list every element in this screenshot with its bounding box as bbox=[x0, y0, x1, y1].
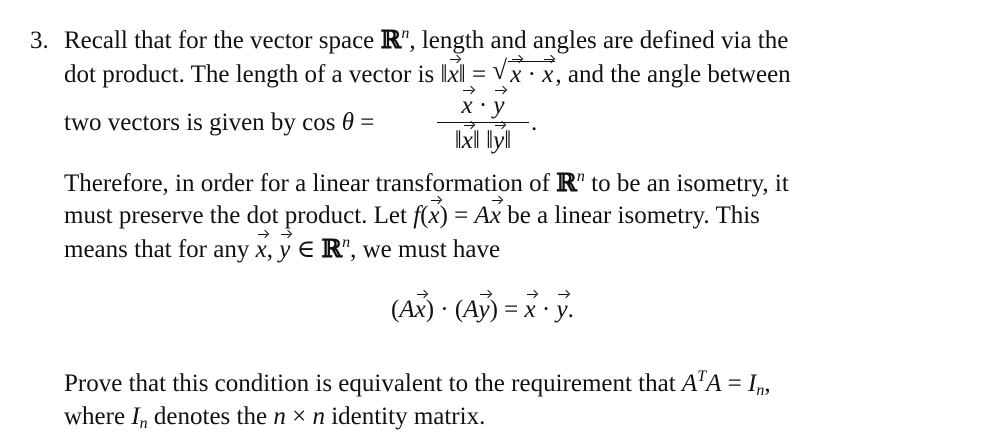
math-n-times-n: n × n bbox=[273, 403, 325, 430]
paragraph1-line2 bbox=[64, 55, 791, 88]
math-Rn-2: ℝ bbox=[556, 168, 577, 197]
paragraph2-line3 bbox=[64, 236, 500, 262]
text-line3a: two vectors is given by cos bbox=[64, 109, 336, 136]
text-p3-line2a: where bbox=[64, 403, 126, 430]
math-ATA-In: $A^TA = I_n$, bbox=[681, 368, 771, 399]
paragraph3-line2 bbox=[64, 403, 486, 432]
text-p2-line1b: to be an isometry, it bbox=[591, 170, 789, 197]
math-length-def: ‖x‖ = √ x · x bbox=[440, 55, 554, 88]
math-theta: θ bbox=[341, 109, 355, 136]
math-Rn: ℝ bbox=[380, 25, 402, 54]
text-p2-line1a: Therefore, in order for a linear transformation of bbox=[64, 170, 550, 197]
period-after-fraction: . bbox=[531, 109, 538, 136]
math-f-def: f(x) = Ax bbox=[413, 202, 501, 229]
text-p2-line2b: be a linear isometry. This bbox=[507, 202, 760, 229]
paragraph2-line1: Therefore, in order for a linear transformation of ℝ$^n$ to be an isometry, it bbox=[64, 168, 789, 197]
math-cos-fraction: x · y ‖x‖ ‖y‖ bbox=[437, 93, 529, 153]
text-line2a: dot product. The length of a vector is bbox=[64, 61, 435, 88]
text-line1a: Recall that for the vector space bbox=[64, 27, 375, 54]
text-p3-line2c: identity matrix. bbox=[331, 403, 486, 430]
display-equation: (Ax) · (Ay) = x · y. bbox=[391, 296, 574, 323]
text-line1b: , length and angles are defined via the bbox=[409, 27, 789, 54]
math-xy-in-Rn: x, y ∈ ℝ$^n$ bbox=[255, 234, 351, 263]
problem-number: 3. bbox=[30, 27, 49, 54]
text-p2-line2a: must preserve the dot product. Let bbox=[64, 202, 407, 229]
paragraph3-line1 bbox=[64, 368, 771, 399]
math-In: $I_n$ bbox=[131, 403, 148, 432]
text-p3-line2b: denotes the bbox=[153, 403, 268, 430]
text-line2b: , and the angle between bbox=[555, 61, 791, 88]
paragraph1-line3: two vectors is given by cos θ = bbox=[64, 109, 375, 136]
text-p3-line1a: Prove that this condition is equivalent to the requirement that bbox=[64, 370, 676, 397]
text-p2-line3b: , we must have bbox=[350, 236, 501, 263]
paragraph1-line1: Recall that for the vector space ℝ$^n$, length and angles are defined via the bbox=[64, 25, 789, 54]
paragraph2-line2 bbox=[64, 203, 760, 228]
text-p2-line3a: means that for any bbox=[64, 236, 250, 263]
